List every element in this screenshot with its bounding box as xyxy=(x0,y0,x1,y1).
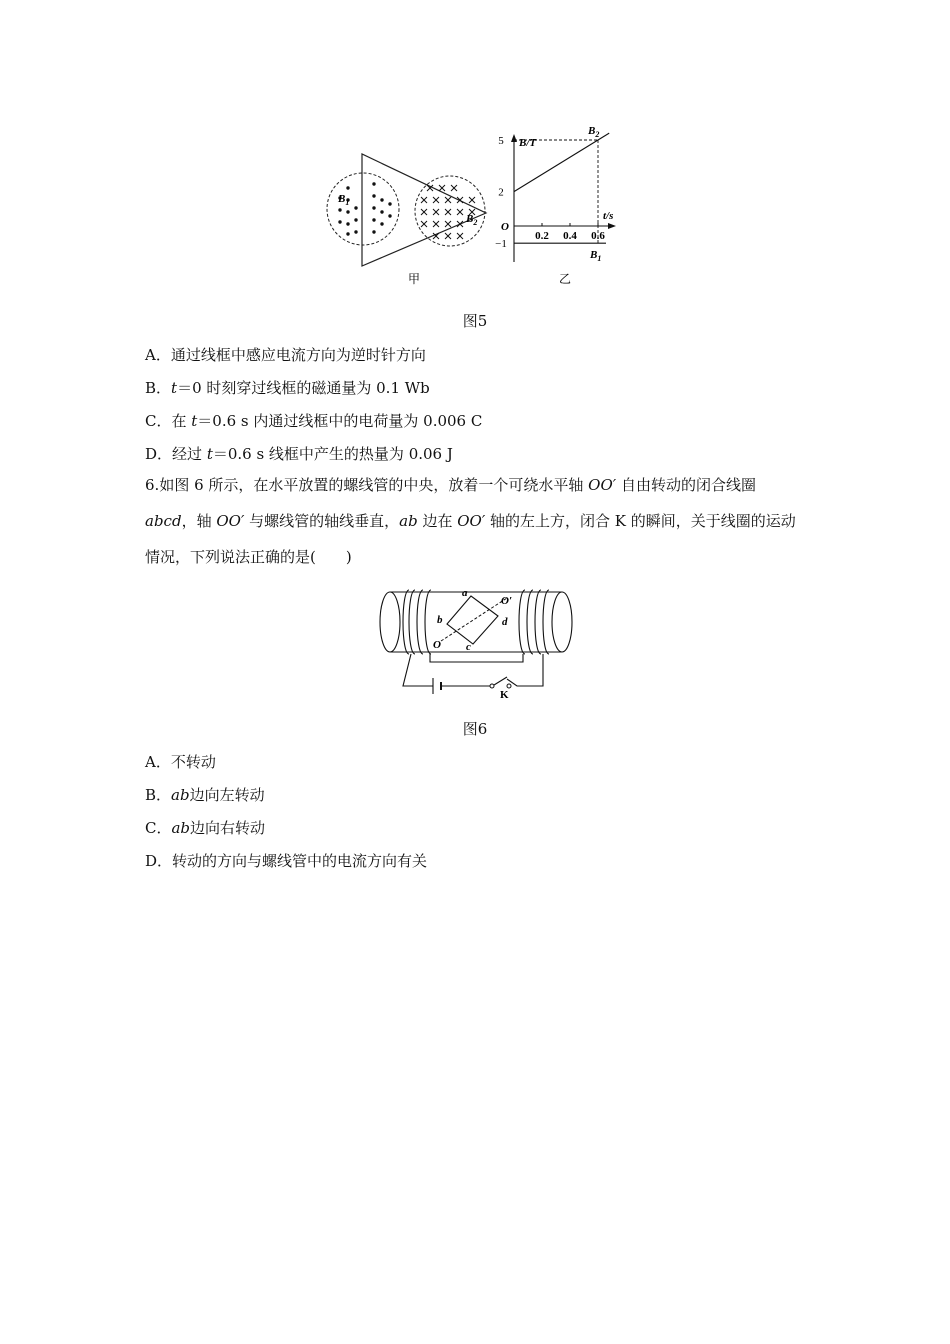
q6-option-c xyxy=(145,817,265,838)
b2-label: $B_2$ xyxy=(466,213,478,227)
b2-line-label: $B_2$ xyxy=(588,126,600,139)
option-prefix: D． xyxy=(145,852,173,870)
y-tick-label: −1 xyxy=(495,238,507,251)
figure-5-caption: 图5 xyxy=(462,312,488,330)
label-d: d xyxy=(502,616,508,628)
label-a: a xyxy=(462,587,468,599)
figure-6-solenoid xyxy=(375,586,575,701)
option-pre: 经过 xyxy=(172,445,207,463)
switch-k-icon xyxy=(490,677,511,688)
field-cross xyxy=(445,209,451,215)
field-dot xyxy=(354,218,357,221)
field-cross xyxy=(457,209,463,215)
field-cross xyxy=(451,185,457,191)
option-text: ＝0.6 s 线框中产生的热量为 0.06 J xyxy=(212,445,453,463)
field-cross xyxy=(457,221,463,227)
b1-field-circle xyxy=(327,173,399,245)
option-text: 不转动 xyxy=(170,753,216,771)
label-c: c xyxy=(466,641,471,653)
q5-option-c xyxy=(145,410,482,431)
axis-symbol: OO′ xyxy=(216,512,245,530)
field-dot xyxy=(354,206,357,209)
option-prefix: A． xyxy=(145,753,171,771)
option-variable: ab xyxy=(171,819,191,837)
axis-symbol: OO′ xyxy=(588,476,617,494)
option-text: 边向左转动 xyxy=(189,786,265,804)
y-tick-label: 2 xyxy=(498,186,504,199)
option-variable: t xyxy=(191,412,198,430)
field-cross xyxy=(421,209,427,215)
field-dot xyxy=(372,218,375,221)
q5-option-d xyxy=(145,443,453,464)
x-tick-label: 0.2 xyxy=(535,230,549,242)
coil-symbol: abcd xyxy=(145,512,182,530)
option-pre: 在 xyxy=(171,412,192,430)
b2-crosses xyxy=(421,185,478,239)
field-cross xyxy=(445,233,451,239)
label-k: K xyxy=(500,689,509,701)
field-cross xyxy=(457,233,463,239)
triangle-frame xyxy=(362,154,486,266)
field-dot xyxy=(346,186,349,189)
option-variable: t xyxy=(206,445,213,463)
option-text: ＝0 时刻穿过线框的磁通量为 0.1 Wb xyxy=(177,379,430,397)
x-tick-label: 0.6 xyxy=(591,230,605,242)
b-t-chart xyxy=(495,126,616,263)
y-tick-label: 5 xyxy=(498,135,504,147)
field-cross xyxy=(439,185,445,191)
field-cross xyxy=(421,197,427,203)
edge-symbol: ab xyxy=(399,512,418,530)
label-b: b xyxy=(437,614,443,626)
figure-5 xyxy=(318,126,618,296)
q5-option-b xyxy=(145,377,430,398)
field-dot xyxy=(388,202,391,205)
stem-text: ，轴 xyxy=(181,512,217,530)
option-prefix: C． xyxy=(145,412,172,430)
figure-left-label: 甲 xyxy=(408,272,421,286)
field-cross xyxy=(445,221,451,227)
origin-label: O xyxy=(501,221,509,233)
question-number: 6. xyxy=(145,476,160,494)
q5-option-a xyxy=(145,344,426,365)
option-text: 边向右转动 xyxy=(190,819,266,837)
field-dot xyxy=(380,210,383,213)
option-prefix: B． xyxy=(145,786,172,804)
field-dot xyxy=(346,210,349,213)
y-axis-arrow xyxy=(511,134,517,142)
field-dot xyxy=(380,198,383,201)
solenoid-left-end xyxy=(380,592,400,652)
field-dot xyxy=(372,194,375,197)
x-axis-label: t/s xyxy=(603,210,614,222)
circuit-wires xyxy=(403,654,543,686)
figure-6-caption: 图6 xyxy=(462,720,488,738)
option-prefix: A． xyxy=(145,346,171,364)
option-text: 转动的方向与螺线管中的电流方向有关 xyxy=(172,852,428,870)
field-cross xyxy=(445,197,451,203)
field-dot xyxy=(372,230,375,233)
b1-dots xyxy=(338,182,391,235)
b1-line-label: $B_1$ xyxy=(590,249,602,264)
field-dot xyxy=(338,220,341,223)
field-dot xyxy=(346,222,349,225)
battery-icon xyxy=(433,678,441,694)
option-text: 通过线框中感应电流方向为逆时针方向 xyxy=(170,346,426,364)
field-dot xyxy=(372,206,375,209)
field-cross xyxy=(433,209,439,215)
figure-right-label: 乙 xyxy=(559,272,572,286)
stem-text: 与螺线管的轴线垂直， xyxy=(244,512,400,530)
field-cross xyxy=(469,197,475,203)
field-dot xyxy=(338,208,341,211)
q6-option-d xyxy=(145,850,427,871)
axis-symbol: OO′ xyxy=(457,512,486,530)
b1-label: $B_1$ xyxy=(338,193,350,207)
stem-text: 边在 xyxy=(417,512,458,530)
field-cross xyxy=(433,221,439,227)
option-text: ＝0.6 s 内通过线框中的电荷量为 0.006 C xyxy=(197,412,483,430)
solenoid-right-end xyxy=(552,592,572,652)
stem-text: 轴的左上方，闭合 K 的瞬间，关于线圈的运动情况，下列说法正确的是( ) xyxy=(145,512,796,566)
q6-option-b xyxy=(145,784,265,805)
field-dot xyxy=(346,232,349,235)
question-6-stem xyxy=(145,467,810,575)
stem-text: 如图 6 所示，在水平放置的螺线管的中央，放着一个可绕水平轴 xyxy=(159,476,589,494)
field-dot xyxy=(372,182,375,185)
y-axis-label: B/T xyxy=(519,137,537,149)
option-prefix: B． xyxy=(145,379,172,397)
field-dot xyxy=(354,230,357,233)
x-axis-arrow xyxy=(608,223,616,229)
field-dot xyxy=(388,214,391,217)
field-cross xyxy=(421,221,427,227)
option-prefix: D． xyxy=(145,445,173,463)
option-variable: t xyxy=(171,379,178,397)
label-o-prime: O′ xyxy=(501,595,513,607)
option-prefix: C． xyxy=(145,819,172,837)
q6-option-a xyxy=(145,751,216,772)
stem-text: 自由转动的闭合线圈 xyxy=(616,476,756,494)
field-dot xyxy=(380,222,383,225)
option-variable: ab xyxy=(171,786,190,804)
x-tick-label: 0.4 xyxy=(563,230,577,242)
field-cross xyxy=(433,197,439,203)
label-o: O xyxy=(433,639,441,651)
